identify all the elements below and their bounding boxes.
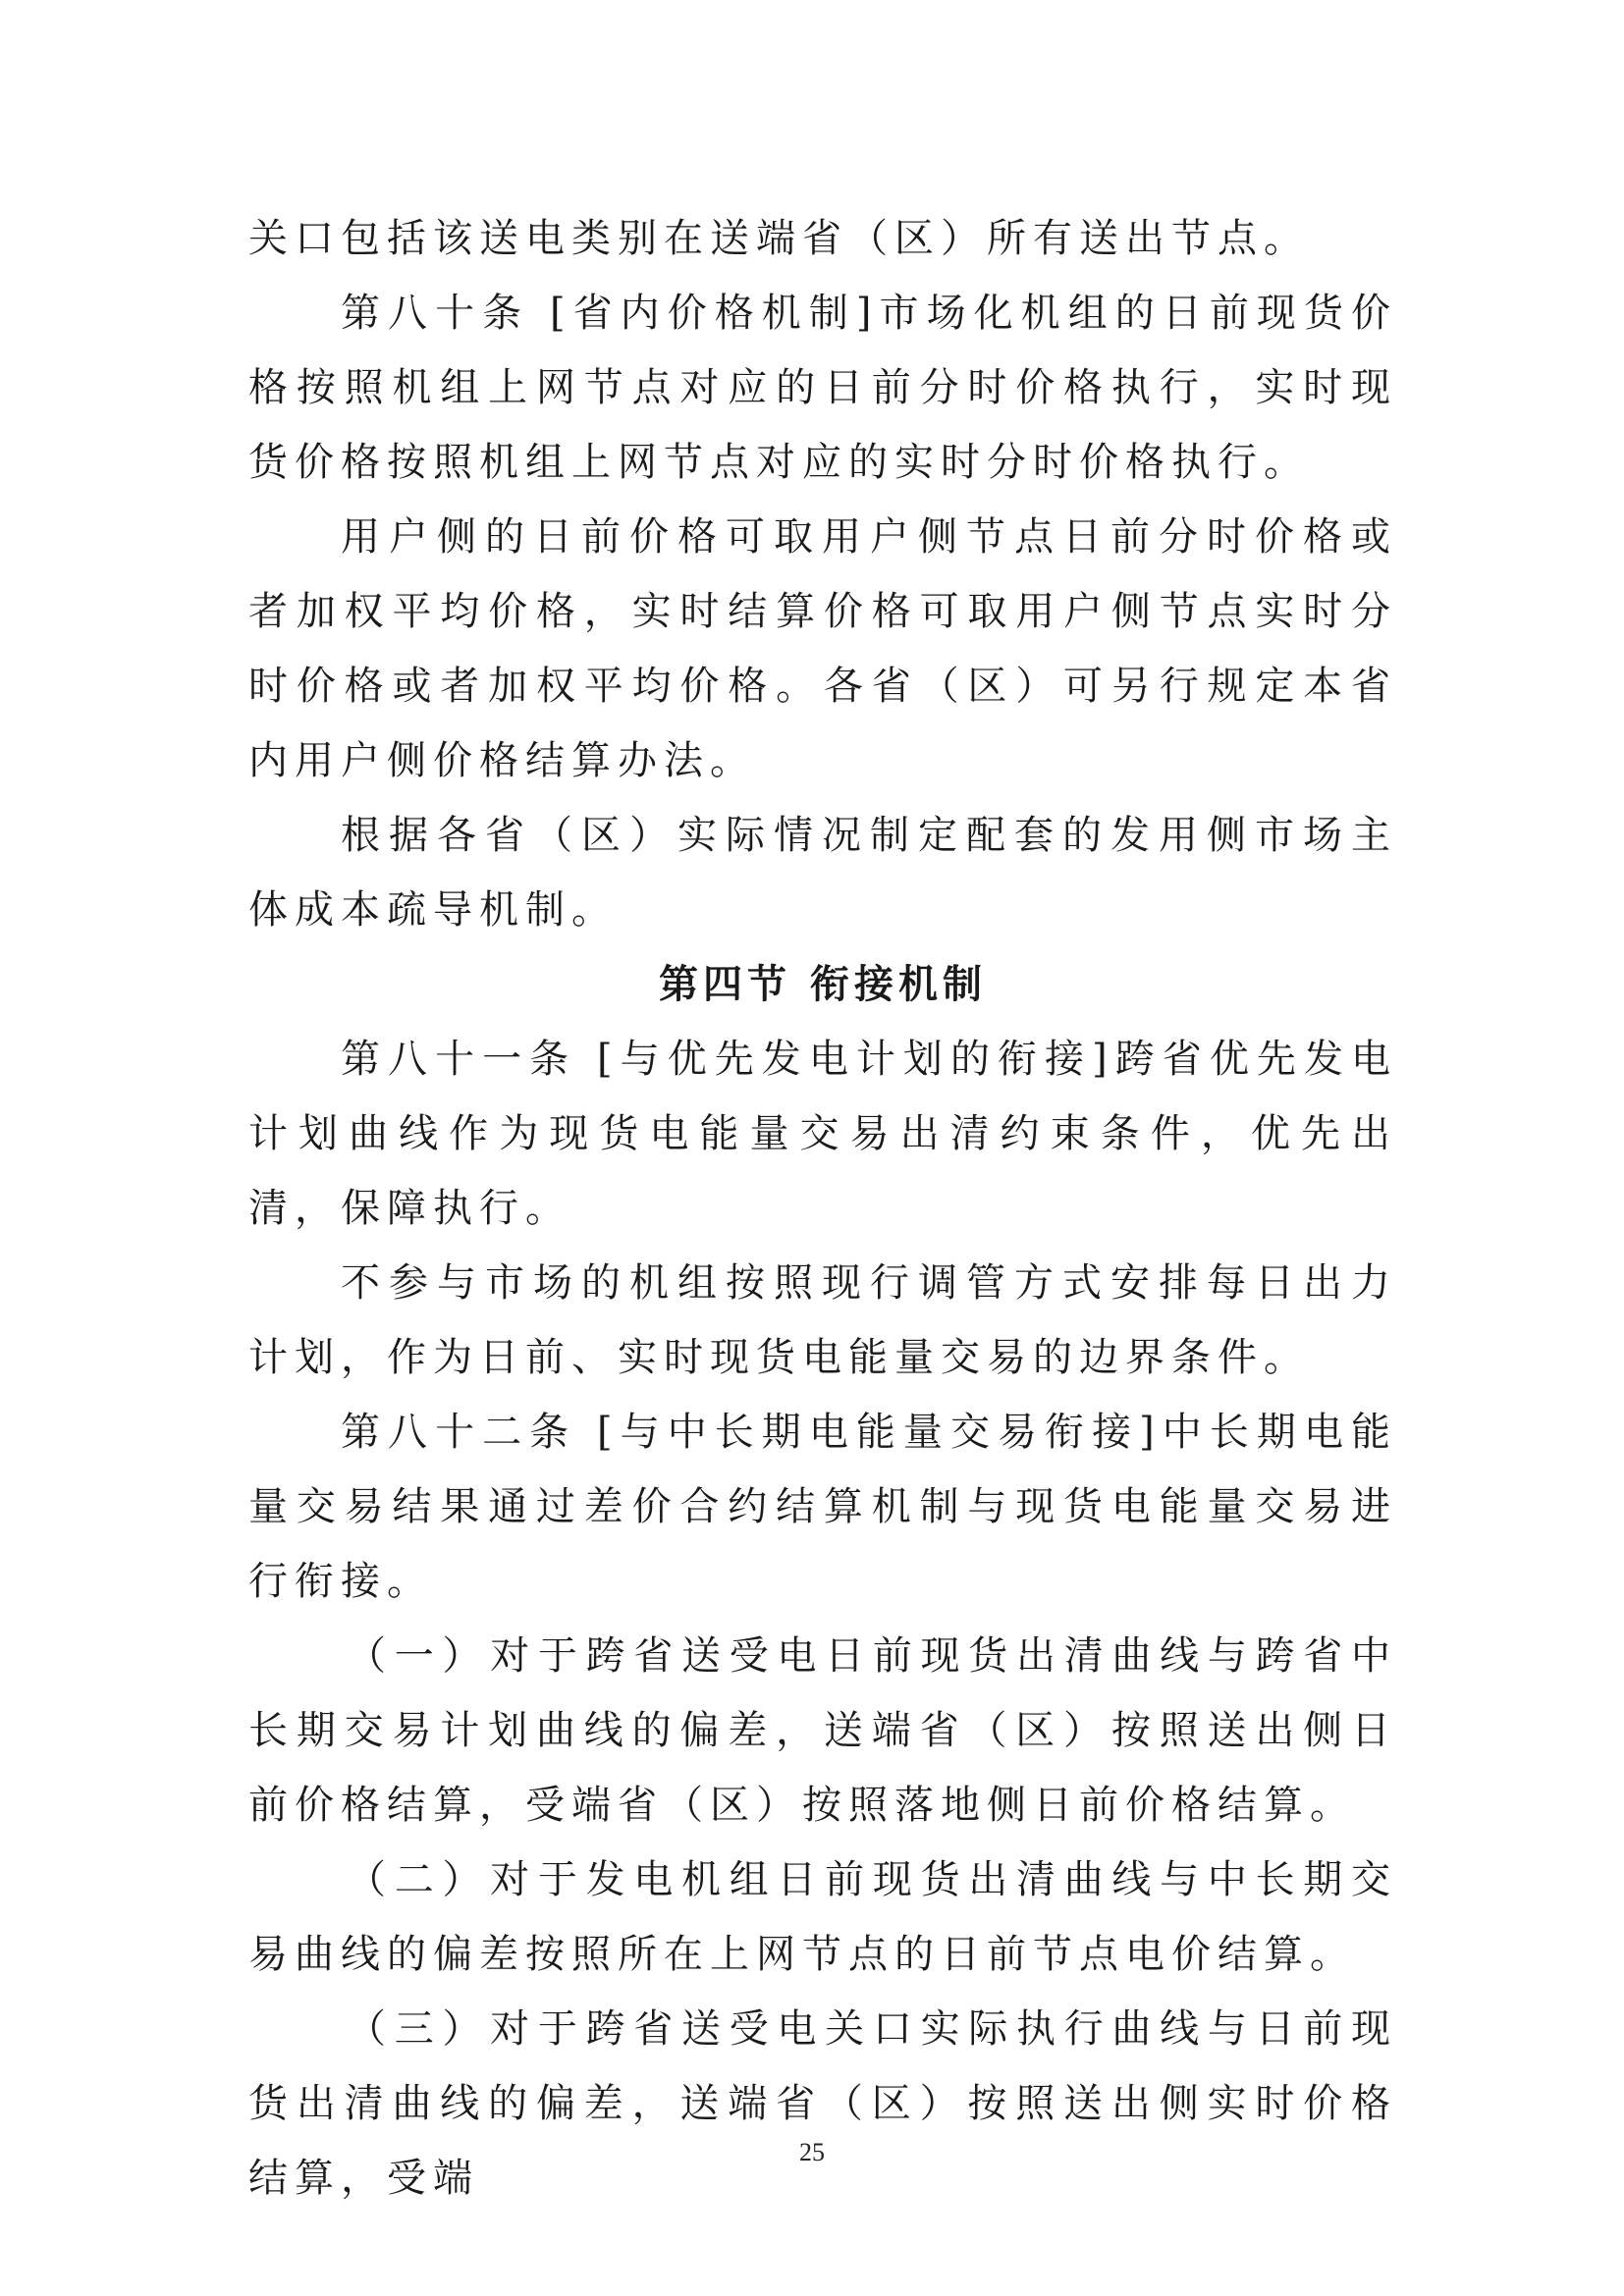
paragraph-user-side-price: 用户侧的日前价格可取用户侧节点日前分时价格或者加权平均价格，实时结算价格可取用户侧节点实时分时价格或者加权平均价格。各省（区）可另行规定本省内用户侧价格结算办法。	[248, 514, 1397, 783]
page-number: 25	[799, 2138, 825, 2166]
paragraph-item-3: （三）对于跨省送受电关口实际执行曲线与日前现货出清曲线的偏差，送端省（区）按照送出侧实时价格结算，受端	[248, 2006, 1397, 2201]
paragraph-non-market-units: 不参与市场的机组按照现行调管方式安排每日出力计划，作为日前、实时现货电能量交易的边界条件。	[248, 1260, 1397, 1380]
document-body	[248, 201, 1397, 2216]
paragraph-article-81: 第八十一条 [与优先发电计划的衔接]跨省优先发电计划曲线作为现货电能量交易出清约束条件，优先出清，保障执行。	[248, 1037, 1397, 1231]
paragraph-item-2: （二）对于发电机组日前现货出清曲线与中长期交易曲线的偏差按照所在上网节点的日前节点电价结算。	[248, 1857, 1397, 1977]
paragraph-article-82: 第八十二条 [与中长期电能量交易衔接]中长期电能量交易结果通过差价合约结算机制与现货电能量交易进行衔接。	[248, 1410, 1397, 1604]
paragraph-article-80: 第八十条 [省内价格机制]市场化机组的日前现货价格按照机组上网节点对应的日前分时价格执行，实时现货价格按照机组上网节点对应的实时分时价格执行。	[248, 291, 1397, 485]
paragraph-item-1: （一）对于跨省送受电日前现货出清曲线与跨省中长期交易计划曲线的偏差，送端省（区）按照送出侧日前价格结算，受端省（区）按照落地侧日前价格结算。	[248, 1633, 1397, 1828]
section-heading: 第四节 衔接机制	[659, 962, 987, 1007]
paragraph-continuation: 关口包括该送电类别在送端省（区）所有送出节点。	[248, 216, 1310, 261]
paragraph-cost-mechanism: 根据各省（区）实际情况制定配套的发用侧市场主体成本疏导机制。	[248, 813, 1397, 933]
